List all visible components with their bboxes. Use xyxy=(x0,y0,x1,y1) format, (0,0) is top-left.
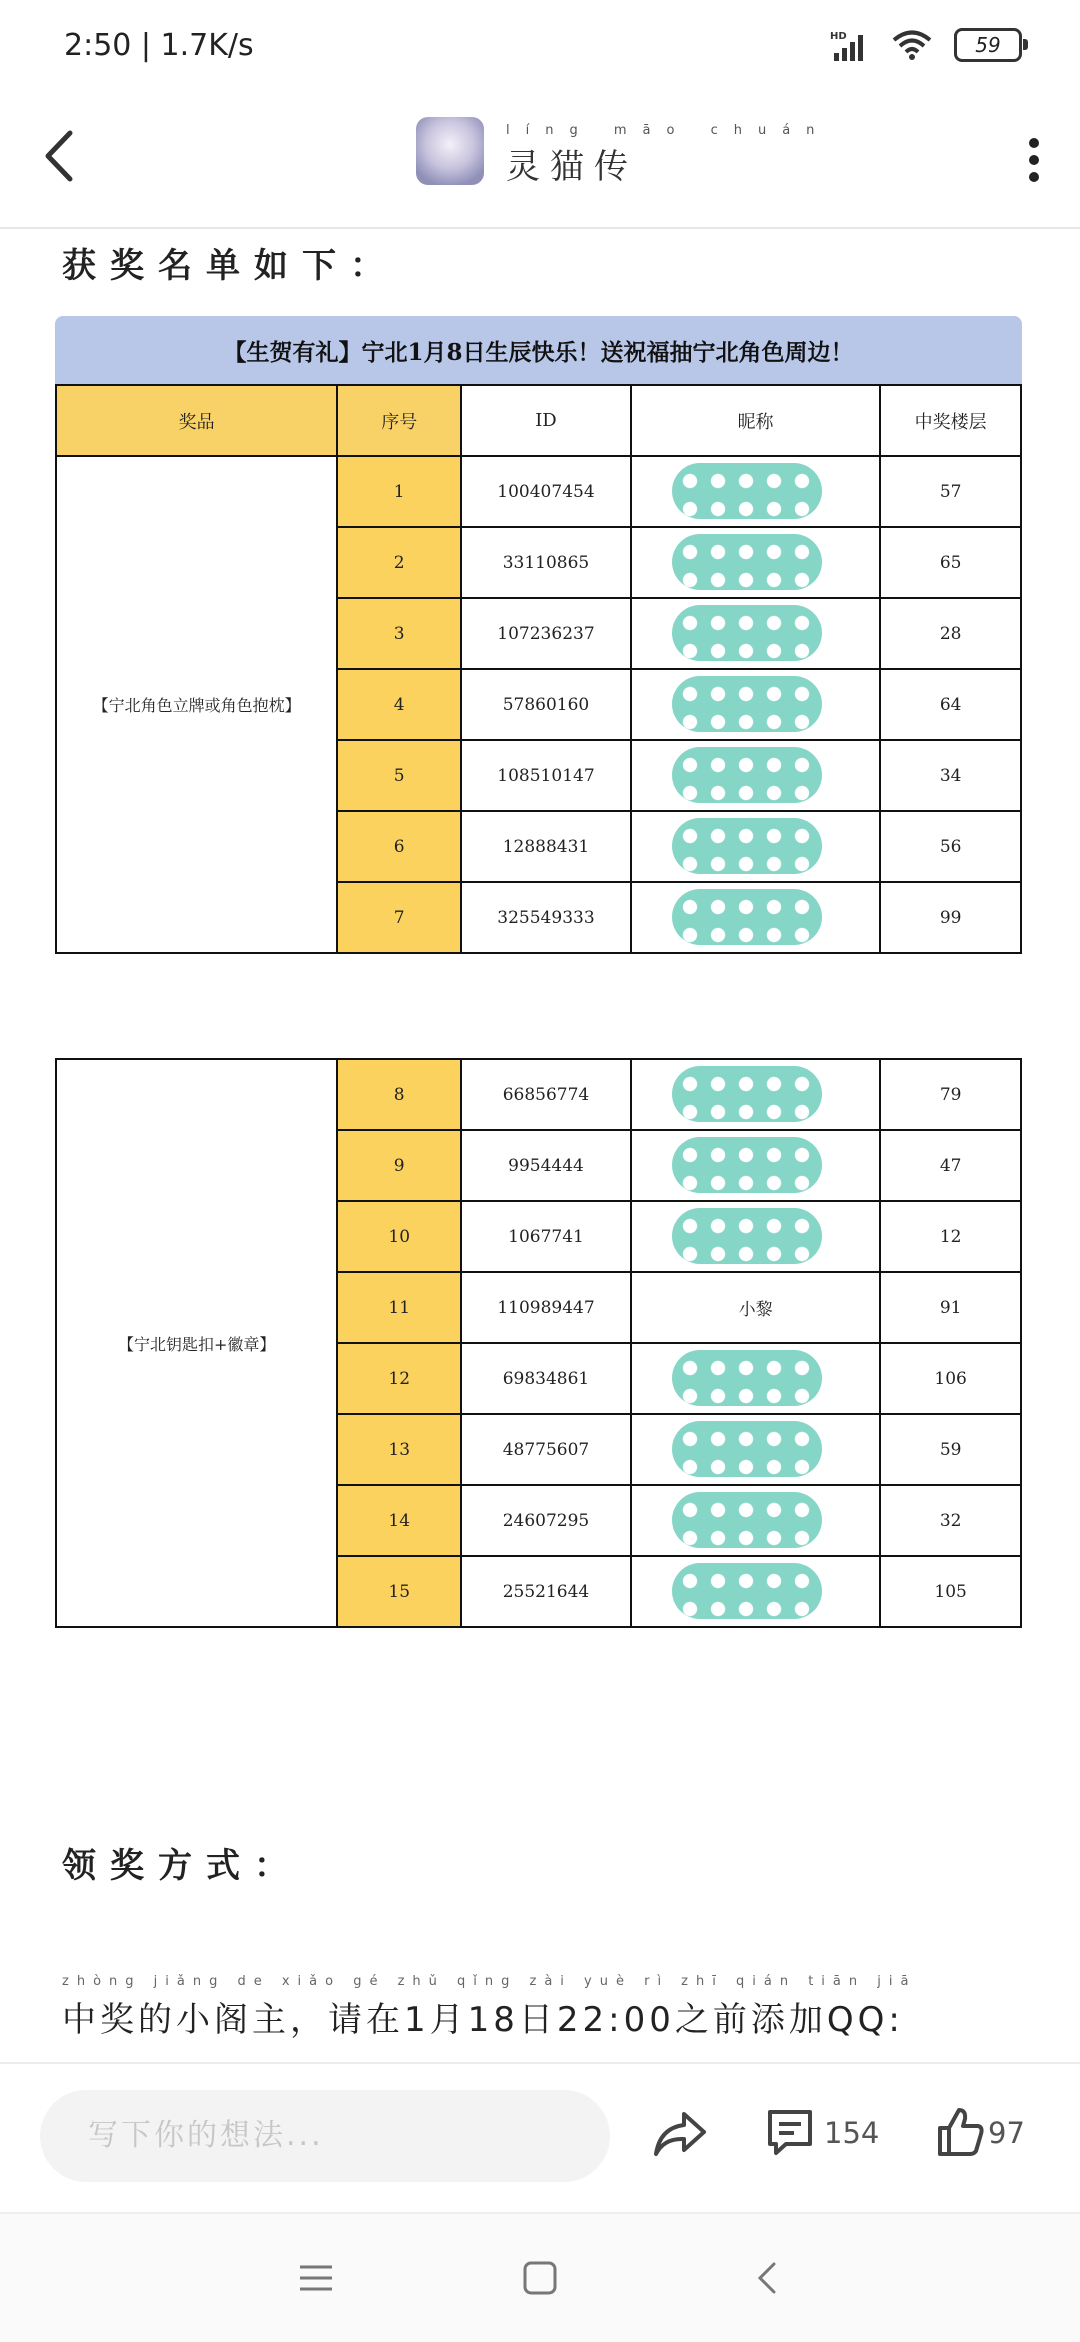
col-id: ID xyxy=(461,385,631,456)
redaction-mask xyxy=(672,1421,822,1477)
col-prize: 奖品 xyxy=(56,385,337,456)
floor-cell: 105 xyxy=(880,1556,1021,1627)
nickname-cell xyxy=(631,456,880,527)
article-content xyxy=(0,228,1080,2058)
seq-cell: 6 xyxy=(337,811,461,882)
claim-heading: 领奖方式： xyxy=(62,1846,302,1886)
seq-cell: 8 xyxy=(337,1059,461,1130)
nickname-cell xyxy=(631,1485,880,1556)
nickname-cell xyxy=(631,1556,880,1627)
claim-text: 中奖的小阁主，请在1月18日22:00之前添加QQ: xyxy=(62,2000,904,2040)
id-cell: 69834861 xyxy=(461,1343,631,1414)
app-name-pinyin: líng māo chuán xyxy=(506,123,831,138)
like-count[interactable]: 97 xyxy=(988,2116,1025,2150)
seq-cell: 12 xyxy=(337,1343,461,1414)
id-cell: 325549333 xyxy=(461,882,631,953)
redaction-mask xyxy=(672,676,822,732)
id-cell: 48775607 xyxy=(461,1414,631,1485)
nickname-cell xyxy=(631,882,880,953)
floor-cell: 79 xyxy=(880,1059,1021,1130)
seq-cell: 1 xyxy=(337,456,461,527)
nickname-cell xyxy=(631,1201,880,1272)
seq-cell: 9 xyxy=(337,1130,461,1201)
id-cell: 100407454 xyxy=(461,456,631,527)
id-cell: 9954444 xyxy=(461,1130,631,1201)
id-cell: 107236237 xyxy=(461,598,631,669)
system-nav-bar xyxy=(0,2212,1080,2342)
signal-icon xyxy=(830,29,870,61)
id-cell: 25521644 xyxy=(461,1556,631,1627)
status-time: 2:50 | 1.7K/s xyxy=(64,28,254,63)
back-arrow-icon[interactable] xyxy=(40,121,80,191)
floor-cell: 57 xyxy=(880,456,1021,527)
floor-cell: 59 xyxy=(880,1414,1021,1485)
nickname-cell: 小黎 xyxy=(631,1272,880,1343)
redaction-mask xyxy=(672,889,822,945)
app-name[interactable]: 灵猫传 xyxy=(506,147,638,187)
more-options-icon[interactable] xyxy=(1026,135,1042,185)
redaction-mask xyxy=(672,605,822,661)
redaction-mask xyxy=(672,747,822,803)
redaction-mask xyxy=(672,818,822,874)
redaction-mask xyxy=(672,1492,822,1548)
col-floor: 中奖楼层 xyxy=(880,385,1021,456)
top-nav-bar xyxy=(0,95,1080,229)
seq-cell: 2 xyxy=(337,527,461,598)
prize-name: 【宁北角色立牌或角色抱枕】 xyxy=(56,456,337,953)
share-icon[interactable] xyxy=(652,2108,708,2158)
comment-count[interactable]: 154 xyxy=(824,2116,880,2150)
home-icon[interactable] xyxy=(520,2258,560,2298)
id-cell: 108510147 xyxy=(461,740,631,811)
seq-cell: 4 xyxy=(337,669,461,740)
redaction-mask xyxy=(672,463,822,519)
nickname-cell xyxy=(631,669,880,740)
seq-cell: 3 xyxy=(337,598,461,669)
id-cell: 12888431 xyxy=(461,811,631,882)
seq-cell: 14 xyxy=(337,1485,461,1556)
redaction-mask xyxy=(672,1563,822,1619)
floor-cell: 56 xyxy=(880,811,1021,882)
wifi-icon xyxy=(892,29,932,61)
floor-cell: 47 xyxy=(880,1130,1021,1201)
back-nav-icon[interactable] xyxy=(748,2258,788,2298)
col-seq: 序号 xyxy=(337,385,461,456)
table-title: 【生贺有礼】宁北1月8日生辰快乐！送祝福抽宁北角色周边！ xyxy=(55,316,1022,384)
redaction-mask xyxy=(672,1137,822,1193)
nickname-cell xyxy=(631,1059,880,1130)
id-cell: 57860160 xyxy=(461,669,631,740)
table-row xyxy=(56,1059,1021,1130)
nickname-cell xyxy=(631,527,880,598)
comment-input[interactable]: 写下你的想法... xyxy=(40,2090,610,2182)
status-icons xyxy=(830,28,1022,62)
redaction-mask xyxy=(672,1350,822,1406)
redaction-mask xyxy=(672,1066,822,1122)
table-row xyxy=(56,456,1021,527)
table-header-row xyxy=(56,385,1021,456)
nickname-cell xyxy=(631,740,880,811)
floor-cell: 99 xyxy=(880,882,1021,953)
floor-cell: 12 xyxy=(880,1201,1021,1272)
nickname-cell xyxy=(631,598,880,669)
seq-cell: 5 xyxy=(337,740,461,811)
col-nick: 昵称 xyxy=(631,385,880,456)
redaction-mask xyxy=(672,1208,822,1264)
winners-table-1 xyxy=(55,384,1022,954)
nickname-cell xyxy=(631,811,880,882)
winners-table-2 xyxy=(55,1058,1022,1628)
status-bar xyxy=(0,0,1080,95)
floor-cell: 64 xyxy=(880,669,1021,740)
floor-cell: 32 xyxy=(880,1485,1021,1556)
id-cell: 33110865 xyxy=(461,527,631,598)
svg-text:HD: HD xyxy=(830,31,847,42)
seq-cell: 10 xyxy=(337,1201,461,1272)
comment-icon[interactable] xyxy=(764,2106,816,2158)
claim-text-pinyin: zhòng jiǎng de xiǎo gé zhǔ qǐng zài yuè rì zhī qián tiān jiā xyxy=(62,1974,917,1989)
floor-cell: 91 xyxy=(880,1272,1021,1343)
battery-icon: 59 xyxy=(954,28,1022,62)
prize-name: 【宁北钥匙扣+徽章】 xyxy=(56,1059,337,1627)
nickname-cell xyxy=(631,1414,880,1485)
nickname-cell xyxy=(631,1343,880,1414)
floor-cell: 28 xyxy=(880,598,1021,669)
id-cell: 1067741 xyxy=(461,1201,631,1272)
seq-cell: 7 xyxy=(337,882,461,953)
bottom-action-bar xyxy=(0,2062,1080,2214)
redaction-mask xyxy=(672,534,822,590)
app-logo[interactable] xyxy=(416,117,484,185)
menu-icon[interactable] xyxy=(296,2258,336,2298)
seq-cell: 13 xyxy=(337,1414,461,1485)
seq-cell: 11 xyxy=(337,1272,461,1343)
winners-heading: 获奖名单如下： xyxy=(62,246,398,286)
thumbs-up-icon[interactable] xyxy=(936,2106,984,2158)
floor-cell: 65 xyxy=(880,527,1021,598)
id-cell: 110989447 xyxy=(461,1272,631,1343)
id-cell: 66856774 xyxy=(461,1059,631,1130)
floor-cell: 106 xyxy=(880,1343,1021,1414)
seq-cell: 15 xyxy=(337,1556,461,1627)
id-cell: 24607295 xyxy=(461,1485,631,1556)
nickname-cell xyxy=(631,1130,880,1201)
floor-cell: 34 xyxy=(880,740,1021,811)
